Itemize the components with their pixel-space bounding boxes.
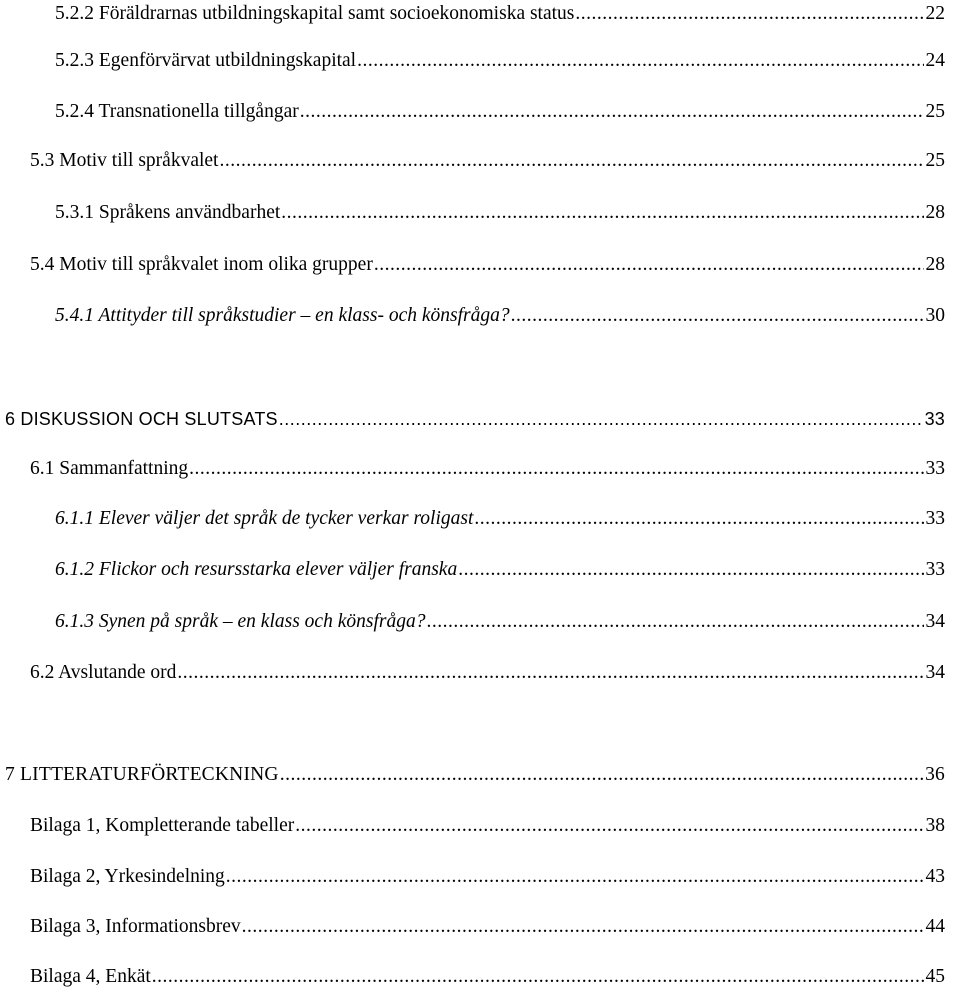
toc-entry-page: 28	[925, 254, 945, 275]
dot-leader	[575, 1, 923, 27]
toc-entry-page: 33	[925, 508, 945, 529]
toc-entry[interactable]	[55, 1, 945, 27]
toc-entry[interactable]	[55, 303, 945, 329]
toc-entry-page: 25	[925, 150, 945, 171]
toc-entry-label: 5.2.3 Egenförvärvat utbildningskapital	[55, 50, 357, 71]
toc-entry-label: 5.2.2 Föräldrarnas utbildningskapital samt socioekonomiska status	[55, 3, 575, 24]
toc-entry-label: Bilaga 1, Kompletterande tabeller	[30, 815, 295, 836]
toc-entry-label: 5.2.4 Transnationella tillgångar	[55, 101, 299, 122]
dot-leader	[374, 252, 924, 278]
toc-entry[interactable]	[30, 660, 945, 686]
toc-entry-label: Bilaga 2, Yrkesindelning	[30, 866, 225, 887]
toc-entry-page: 24	[925, 50, 945, 71]
toc-entry-label: 6.1 Sammanfattning	[30, 458, 189, 479]
dot-leader	[426, 609, 923, 635]
toc-entry-page: 34	[925, 662, 945, 683]
toc-entry-label: 5.3 Motiv till språkvalet	[30, 150, 219, 171]
toc-entry[interactable]	[55, 557, 945, 583]
toc-entry-page: 34	[925, 611, 945, 632]
dot-leader	[219, 148, 923, 174]
toc-entry-label: 5.3.1 Språkens användbarhet	[55, 202, 281, 223]
dot-leader	[226, 864, 924, 890]
toc-entry-page: 30	[925, 305, 945, 326]
toc-entry[interactable]	[55, 506, 945, 532]
toc-entry[interactable]	[5, 406, 945, 432]
dot-leader	[300, 99, 924, 125]
toc-entry-label: 7 LITTERATURFÖRTECKNING	[5, 764, 279, 785]
toc-entry-page: 33	[925, 458, 945, 479]
toc-entry[interactable]	[55, 48, 945, 74]
toc-entry[interactable]	[30, 252, 945, 278]
dot-leader	[511, 303, 924, 329]
toc-entry-page: 33	[925, 559, 945, 580]
dot-leader	[357, 48, 923, 74]
dot-leader	[242, 914, 924, 940]
toc-entry-page: 33	[924, 409, 945, 429]
dot-leader	[281, 200, 923, 226]
toc-entry[interactable]	[30, 964, 945, 990]
toc-entry[interactable]	[30, 148, 945, 174]
toc-entry-page: 45	[925, 966, 945, 987]
toc-entry-label: 5.4.1 Attityder till språkstudier – en klass- och könsfråga?	[55, 305, 510, 326]
toc-entry[interactable]	[30, 456, 945, 482]
dot-leader	[189, 456, 923, 482]
toc-entry[interactable]	[5, 762, 945, 788]
toc-entry[interactable]	[30, 914, 945, 940]
toc-entry-page: 44	[925, 916, 945, 937]
toc-entry-page: 36	[925, 764, 945, 785]
toc-entry[interactable]	[55, 609, 945, 635]
toc-entry[interactable]	[30, 864, 945, 890]
toc-entry-page: 22	[925, 3, 945, 24]
toc-entry-label: Bilaga 4, Enkät	[30, 966, 151, 987]
dot-leader	[458, 557, 923, 583]
dot-leader	[295, 813, 923, 839]
dot-leader	[177, 660, 923, 686]
toc-entry[interactable]	[30, 813, 945, 839]
toc-entry-label: 5.4 Motiv till språkvalet inom olika grupper	[30, 254, 373, 275]
toc-entry[interactable]	[55, 200, 945, 226]
toc-entry-page: 25	[925, 101, 945, 122]
toc-entry-label: 6.2 Avslutande ord	[30, 662, 177, 683]
toc-entry-label: 6.1.3 Synen på språk – en klass och könsfråga?	[55, 611, 426, 632]
toc-entry-page: 28	[925, 202, 945, 223]
dot-leader	[279, 406, 923, 432]
dot-leader	[152, 964, 924, 990]
toc-entry-page: 38	[925, 815, 945, 836]
toc-entry[interactable]	[55, 99, 945, 125]
toc-entry-label: Bilaga 3, Informationsbrev	[30, 916, 241, 937]
toc-entry-label: 6 DISKUSSION OCH SLUTSATS	[5, 409, 278, 429]
toc-entry-label: 6.1.1 Elever väljer det språk de tycker verkar roligast	[55, 508, 474, 529]
dot-leader	[474, 506, 923, 532]
toc-entry-label: 6.1.2 Flickor och resursstarka elever väljer franska	[55, 559, 458, 580]
toc-entry-page: 43	[925, 866, 945, 887]
dot-leader	[280, 762, 923, 788]
